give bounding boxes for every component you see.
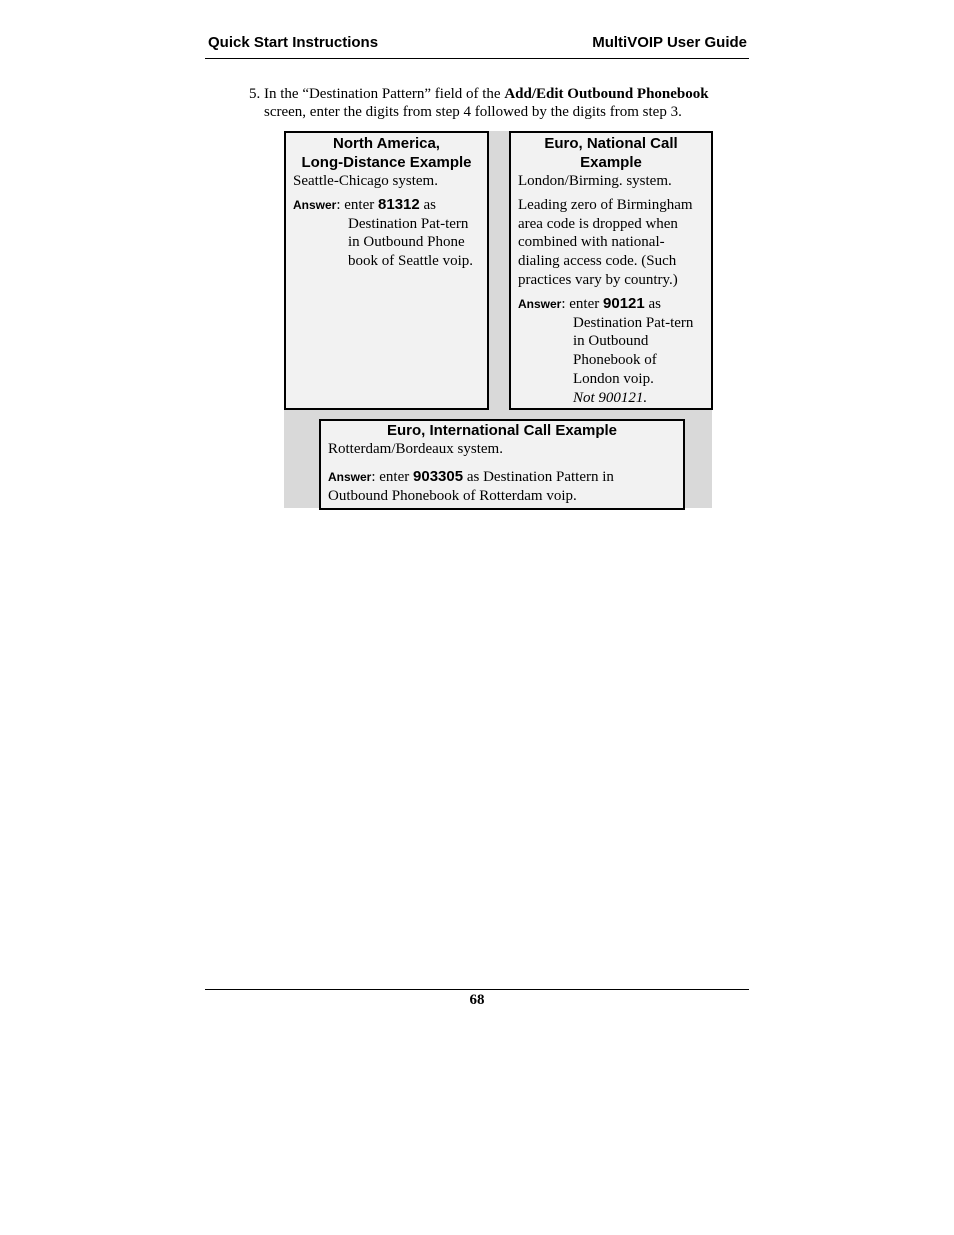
answer-code: 903305 — [413, 467, 464, 485]
euro-national-example-box — [509, 131, 713, 410]
answer-pre: : enter — [336, 196, 379, 213]
euro-national-system: London/Birming. system. — [518, 173, 672, 189]
note-line: area code is dropped when — [518, 215, 678, 232]
euro-national-title-1: Euro, National Call — [544, 135, 678, 152]
answer-label: Answer — [518, 296, 562, 311]
answer-label: Answer — [328, 469, 372, 484]
euro-international-system: Rotterdam/Bordeaux system. — [328, 441, 503, 457]
euro-national-answer-line: in Outbound — [573, 333, 649, 350]
step-line-2: screen, enter the digits from step 4 followed by the digits from step 3. — [264, 104, 682, 120]
page-header — [205, 32, 749, 59]
north-america-title-1: North America, — [333, 135, 440, 152]
euro-national-italic-note: Not 900121. — [573, 389, 648, 406]
footer-rule — [205, 989, 749, 990]
answer-post: as — [644, 295, 661, 312]
header-section-title: Quick Start Instructions — [208, 34, 379, 51]
note-line: combined with national- — [518, 234, 665, 251]
note-line: dialing access code. (Such — [518, 253, 677, 270]
north-america-title-2: Long-Distance Example — [301, 154, 472, 171]
answer-pre: : enter — [561, 295, 604, 312]
step-line-1-text: In the “Destination Pattern” field of the — [264, 86, 505, 102]
note-line: practices vary by country.) — [518, 271, 678, 288]
note-line: Leading zero of Birmingham — [518, 196, 693, 213]
euro-national-answer-line: London voip. — [573, 370, 654, 387]
step-number: 5. — [249, 86, 261, 102]
euro-national-answer-line: Phonebook of — [573, 352, 657, 369]
answer-pre: : enter — [371, 468, 414, 485]
north-america-system: Seattle-Chicago system. — [293, 173, 438, 189]
north-america-answer-line: Destination Pat-tern — [348, 215, 469, 232]
north-america-answer-line: in Outbound Phone — [348, 234, 465, 251]
euro-international-answer-line: Outbound Phonebook of Rotterdam voip. — [328, 487, 577, 504]
header-guide-title: MultiVOIP User Guide — [592, 34, 747, 51]
answer-post: as Destination Pattern in — [463, 468, 614, 485]
answer-code: 81312 — [378, 195, 420, 213]
page-number: 68 — [469, 992, 485, 1008]
answer-label: Answer — [293, 197, 337, 212]
step-line-1 — [249, 85, 739, 103]
euro-international-answer — [328, 468, 676, 487]
step-5-instruction — [249, 85, 739, 121]
north-america-answer — [293, 196, 480, 215]
euro-national-title-2: Example — [580, 154, 642, 171]
euro-national-answer — [518, 295, 704, 314]
euro-international-example-box — [319, 419, 685, 510]
euro-national-answer-line: Destination Pat-tern — [573, 314, 694, 331]
screen-name: Add/Edit Outbound Phonebook — [504, 86, 709, 102]
euro-international-title: Euro, International Call Example — [386, 422, 618, 439]
answer-code: 90121 — [603, 294, 645, 312]
north-america-answer-line: book of Seattle voip. — [348, 253, 473, 270]
euro-national-note — [518, 196, 704, 290]
north-america-example-box — [284, 131, 489, 410]
answer-post: as — [419, 196, 436, 213]
